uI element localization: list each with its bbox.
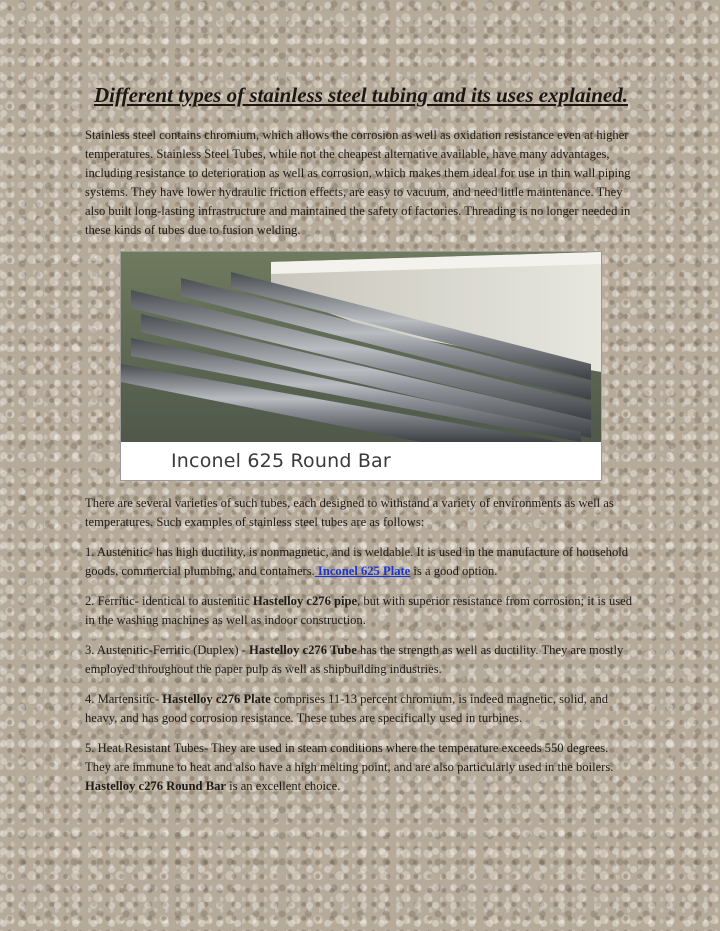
item-text: 1. Austenitic- has high ductility, is nonmagnetic, and is weldable. It is used in the manufacture of household goods, commercial plumbing, and containers. [85, 545, 629, 578]
item-product: Hastelloy c276 Round Bar [85, 779, 226, 793]
item-text: , but with superior resistance from corrosion; it is used in the washing machines as well as indoor construction. [85, 594, 633, 627]
item-product: Hastelloy c276 pipe [252, 594, 358, 608]
list-item-ferritic [85, 592, 637, 630]
round-bars-illustration [121, 252, 601, 480]
list-item-martensitic [85, 690, 637, 728]
page-title: Different types of stainless steel tubing and its uses explained. [94, 83, 628, 107]
item-text: 3. Austenitic-Ferritic (Duplex) - [85, 643, 250, 657]
item-product: Hastelloy c276 Plate [162, 692, 271, 706]
round-bar-photo [120, 251, 602, 481]
list-item-austenitic [85, 543, 637, 581]
list-item-heat-resistant [85, 739, 637, 796]
item-text: comprises 11-13 percent chromium, is indeed magnetic, solid, and heavy, and has good corrosion resistance. These tubes are specifically used in turbines. [85, 692, 609, 725]
item-text: is a good option. [410, 564, 498, 578]
photo-caption: Inconel 625 Round Bar [171, 450, 391, 472]
item-text: is an excellent choice. [226, 779, 341, 793]
inconel-625-plate-link[interactable]: Inconel 625 Plate [314, 564, 411, 578]
item-product: Hastelloy c276 Tube [249, 643, 357, 657]
summary-paragraph: There are several varieties of such tubes, each designed to withstand a variety of environments as well as temperatures. Such examples of stainless steel tubes are as follows: [85, 496, 614, 529]
item-text: 5. Heat Resistant Tubes- They are used in steam conditions where the temperature exceeds 550 degrees. They are immune to heat and also have a high melting point, and are also particularly used in the boilers. [85, 741, 614, 774]
intro-paragraph: Stainless steel contains chromium, which allows the corrosion as well as oxidation resistance even at higher temperatures. Stainless Steel Tubes, while not the cheapest alternative available, have many advantages, including resistance to deterioration as well as corrosion, which makes them ideal for use in thin wall piping systems. They have lower hydraulic friction effects, are easy to vacuum, and need little maintenance. They also built long-lasting infrastructure and maintained the safety of factories. Threading is no longer needed in these kinds of tubes due to fusion welding. [85, 128, 631, 237]
document-page [85, 80, 637, 807]
item-text: 4. Martensitic- [85, 692, 163, 706]
list-item-duplex [85, 641, 637, 679]
item-text: has the strength as well as ductility. They are mostly employed throughout the paper pulp as well as shipbuilding industries. [85, 643, 624, 676]
item-text: 2. Ferritic- identical to austenitic [85, 594, 253, 608]
